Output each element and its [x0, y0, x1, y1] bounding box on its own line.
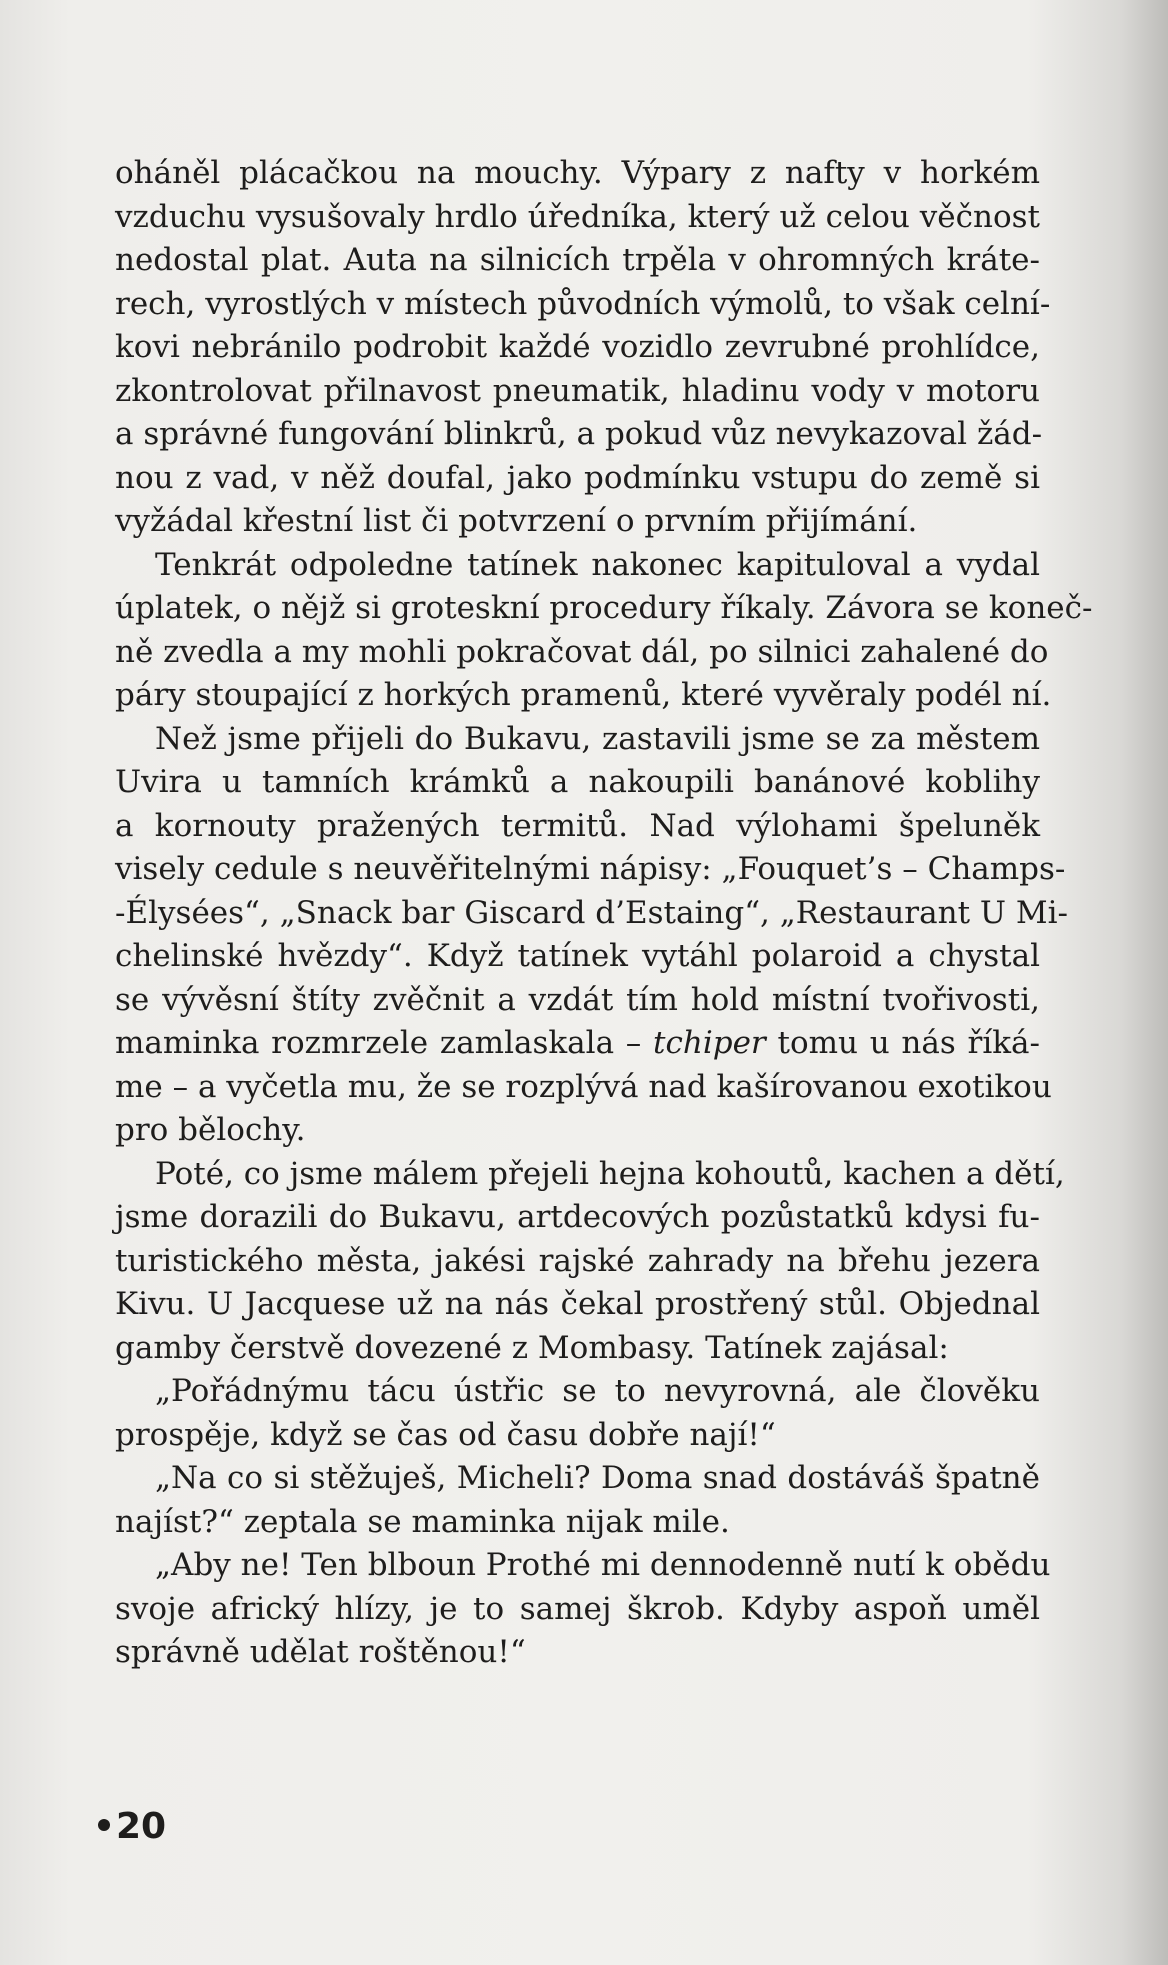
text-line: úplatek, o nějž si groteskní procedury říkaly. Závora se koneč- [115, 590, 1093, 626]
text-line: najíst?“ zeptala se maminka nijak mile. [115, 1503, 730, 1540]
text-line: Kivu. U Jacquese už na nás čekal prostřený stůl. Objednal [115, 1286, 1040, 1322]
page-number [98, 1806, 166, 1847]
text-line: zkontrolovat přilnavost pneumatik, hladinu vody v motoru [115, 372, 1040, 409]
text-line: kovi nebránilo podrobit každé vozidlo zevrubné prohlídce, [115, 329, 1040, 365]
text-line: me – a vyčetla mu, že se rozplývá nad kašírovanou exotikou [115, 1068, 1052, 1105]
text-line: páry stoupající z horkých pramenů, které vyvěraly podél ní. [115, 677, 1052, 713]
text-line: visely cedule s neuvěřitelnými nápisy: „Fouquet’s – Champs- [115, 851, 1066, 887]
text-line: nou z vad, v něž doufal, jako podmínku vstupu do země si [115, 459, 1040, 496]
text-line: prospěje, když se čas od času dobře nají!“ [115, 1416, 776, 1453]
text-line: Než jsme přijeli do Bukavu, zastavili jsme se za městem [155, 720, 1040, 757]
text-line: jsme dorazili do Bukavu, artdecových pozůstatků kdysi fu- [115, 1199, 1040, 1235]
text-line: správně udělat roštěnou!“ [115, 1634, 526, 1670]
text-line: Tenkrát odpoledne tatínek nakonec kapituloval a vydal [155, 546, 1040, 583]
text-line: a kornouty pražených termitů. Nad výlohami špeluněk [115, 807, 1040, 844]
text-line: nedostal plat. Auta na silnicích trpěla v ohromných kráte- [115, 242, 1040, 278]
text-line: vzduchu vysušovaly hrdlo úředníka, který už celou věčnost [115, 198, 1040, 235]
text-line: „Na co si stěžuješ, Micheli? Doma snad dostáváš špatně [155, 1460, 1040, 1496]
body-text [115, 152, 1093, 1675]
text-line: ně zvedla a my mohli pokračovat dál, po silnici zahalené do [115, 633, 1049, 670]
text-line: Uvira u tamních krámků a nakoupili banánové koblihy [115, 764, 1040, 800]
text-line: „Aby ne! Ten blboun Prothé mi dennodenně nutí k obědu [155, 1547, 1051, 1583]
text-line: pro bělochy. [115, 1112, 306, 1148]
text-line: a správné fungování blinkrů, a pokud vůz nevykazoval žád- [115, 416, 1043, 452]
text-line: oháněl plácačkou na mouchy. Výpary z nafty v horkém [115, 155, 1040, 191]
text-line: se vývěsní štíty zvěčnit a vzdát tím hold místní tvořivosti, [115, 981, 1040, 1018]
bullet-icon [98, 1819, 110, 1831]
page-number-value: 20 [116, 1806, 167, 1847]
text-line: -Élysées“, „Snack bar Giscard d’Estaing“, „Restaurant U Mi- [115, 894, 1068, 931]
text-line: chelinské hvězdy“. Když tatínek vytáhl polaroid a chystal [115, 938, 1040, 974]
text-line: vyžádal křestní list či potvrzení o prvním přijímání. [115, 503, 918, 539]
text-line: turistického města, jakési rajské zahrady na břehu jezera [115, 1242, 1040, 1279]
text-line: rech, vyrostlých v místech původních výmolů, to však celní- [115, 285, 1051, 322]
text-line: maminka rozmrzele zamlaskala – tchiper tomu u nás říká- [115, 1025, 1040, 1061]
text-line: „Pořádnýmu tácu ústřic se to nevyrovná, ale člověku [155, 1373, 1040, 1409]
text-line: svoje africký hlízy, je to samej škrob. Kdyby aspoň uměl [115, 1590, 1040, 1627]
text-line: Poté, co jsme málem přejeli hejna kohoutů, kachen a dětí, [155, 1155, 1065, 1192]
text-line: gamby čerstvě dovezené z Mombasy. Tatínek zajásal: [115, 1329, 949, 1366]
